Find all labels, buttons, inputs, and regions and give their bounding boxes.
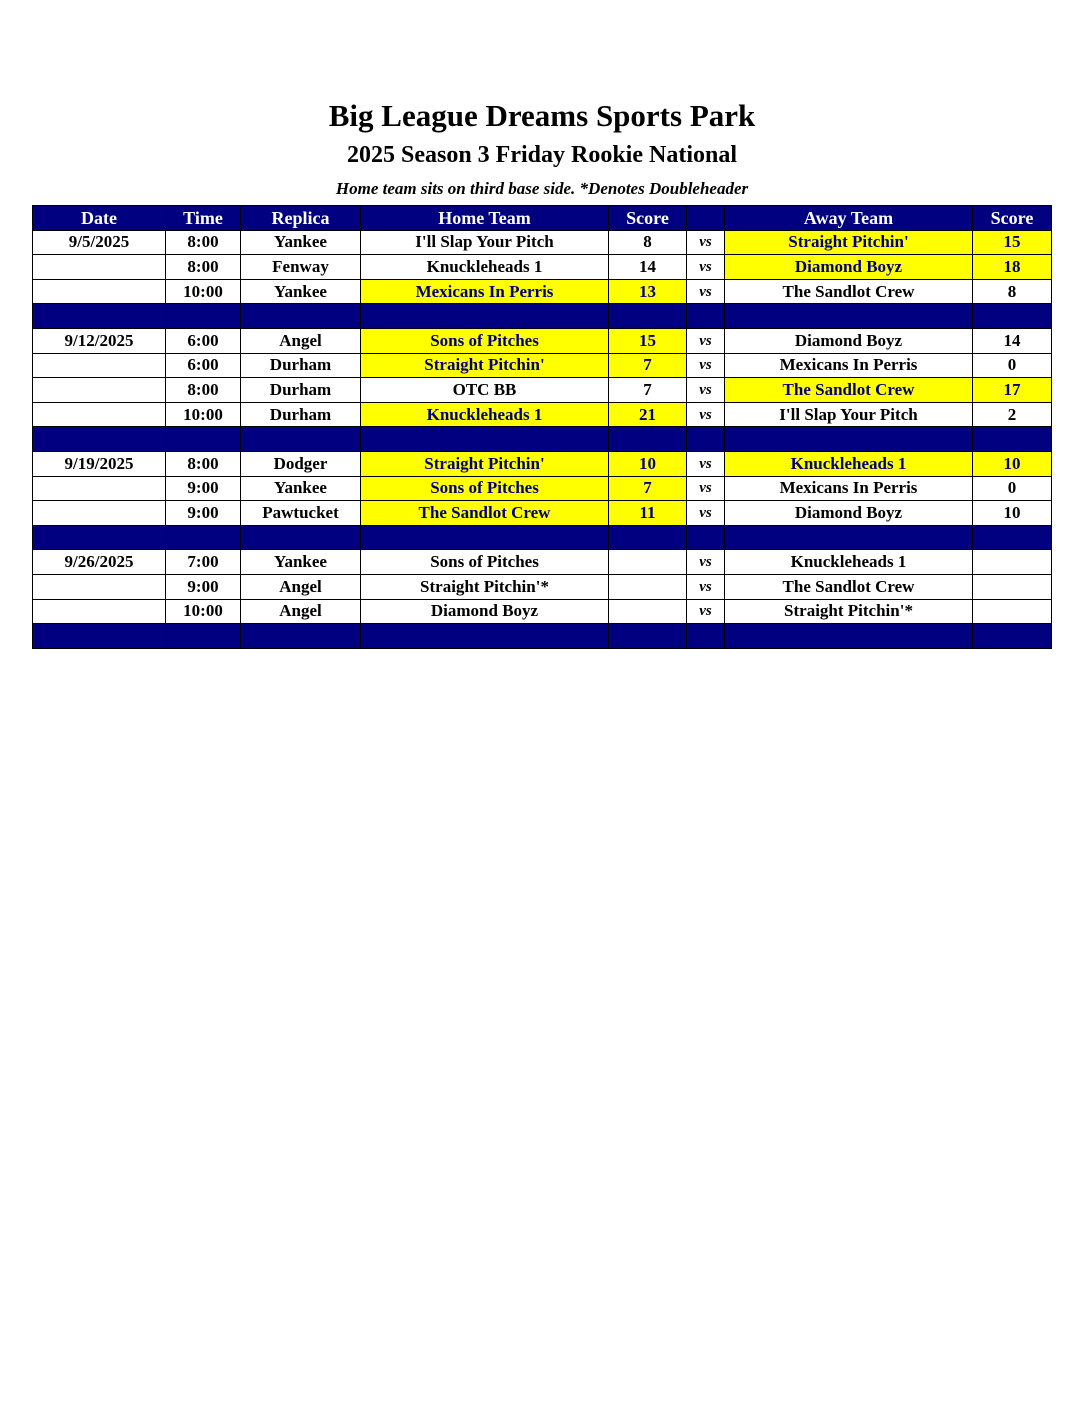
vs-cell: vs (687, 476, 725, 501)
home-team-cell: Straight Pitchin' (361, 353, 609, 378)
separator-cell (166, 525, 241, 550)
away-score-cell: 10 (973, 451, 1052, 476)
home-score-cell (609, 550, 687, 575)
away-score-cell: 10 (973, 501, 1052, 526)
vs-cell: vs (687, 378, 725, 403)
home-score-cell: 15 (609, 328, 687, 353)
header-vs (687, 206, 725, 231)
vs-cell: vs (687, 574, 725, 599)
away-team-cell: Straight Pitchin' (725, 230, 973, 255)
time-cell: 10:00 (166, 279, 241, 304)
vs-cell: vs (687, 599, 725, 624)
separator-cell (973, 525, 1052, 550)
away-score-cell (973, 599, 1052, 624)
separator-cell (609, 427, 687, 452)
table-row (33, 378, 1052, 403)
home-score-cell: 14 (609, 255, 687, 280)
replica-cell: Yankee (241, 230, 361, 255)
schedule-table (32, 205, 1052, 649)
header-replica: Replica (241, 206, 361, 231)
away-team-cell: I'll Slap Your Pitch (725, 402, 973, 427)
separator-cell (33, 304, 166, 329)
home-team-cell: Knuckleheads 1 (361, 255, 609, 280)
header-time: Time (166, 206, 241, 231)
away-score-cell: 18 (973, 255, 1052, 280)
date-cell: 9/5/2025 (33, 230, 166, 255)
date-cell (33, 402, 166, 427)
separator-cell (241, 304, 361, 329)
separator-cell (166, 304, 241, 329)
home-team-cell: Straight Pitchin' (361, 451, 609, 476)
vs-cell: vs (687, 353, 725, 378)
home-score-cell: 11 (609, 501, 687, 526)
separator-cell (687, 427, 725, 452)
table-row (33, 574, 1052, 599)
separator-row (33, 304, 1052, 329)
separator-cell (241, 427, 361, 452)
vs-cell: vs (687, 550, 725, 575)
away-team-cell: Mexicans In Perris (725, 476, 973, 501)
vs-cell: vs (687, 451, 725, 476)
away-score-cell: 15 (973, 230, 1052, 255)
schedule-body (33, 230, 1052, 648)
separator-cell (166, 624, 241, 649)
table-row (33, 255, 1052, 280)
away-score-cell: 8 (973, 279, 1052, 304)
table-header-row (33, 206, 1052, 231)
separator-cell (361, 427, 609, 452)
home-team-cell: Sons of Pitches (361, 550, 609, 575)
table-row (33, 328, 1052, 353)
away-team-cell: Diamond Boyz (725, 328, 973, 353)
date-cell (33, 255, 166, 280)
replica-cell: Angel (241, 574, 361, 599)
time-cell: 6:00 (166, 353, 241, 378)
time-cell: 10:00 (166, 402, 241, 427)
separator-row (33, 525, 1052, 550)
home-score-cell: 7 (609, 476, 687, 501)
date-cell (33, 501, 166, 526)
home-score-cell: 21 (609, 402, 687, 427)
date-cell (33, 476, 166, 501)
separator-cell (973, 304, 1052, 329)
time-cell: 8:00 (166, 378, 241, 403)
separator-cell (725, 304, 973, 329)
separator-cell (973, 427, 1052, 452)
home-score-cell: 8 (609, 230, 687, 255)
replica-cell: Yankee (241, 550, 361, 575)
header-date: Date (33, 206, 166, 231)
away-score-cell: 14 (973, 328, 1052, 353)
table-row (33, 599, 1052, 624)
schedule-note: Home team sits on third base side. *Denotes Doubleheader (335, 179, 749, 198)
page-subtitle: 2025 Season 3 Friday Rookie National (346, 142, 738, 168)
separator-cell (241, 525, 361, 550)
away-team-cell: Knuckleheads 1 (725, 451, 973, 476)
header-home-score: Score (609, 206, 687, 231)
home-score-cell: 7 (609, 378, 687, 403)
away-team-cell: Knuckleheads 1 (725, 550, 973, 575)
replica-cell: Durham (241, 402, 361, 427)
replica-cell: Yankee (241, 476, 361, 501)
table-row (33, 402, 1052, 427)
separator-row (33, 427, 1052, 452)
vs-cell: vs (687, 501, 725, 526)
replica-cell: Fenway (241, 255, 361, 280)
home-team-cell: Straight Pitchin'* (361, 574, 609, 599)
header-away-team: Away Team (725, 206, 973, 231)
replica-cell: Angel (241, 328, 361, 353)
away-team-cell: The Sandlot Crew (725, 279, 973, 304)
home-team-cell: I'll Slap Your Pitch (361, 230, 609, 255)
date-cell (33, 574, 166, 599)
away-team-cell: Diamond Boyz (725, 255, 973, 280)
home-team-cell: The Sandlot Crew (361, 501, 609, 526)
home-score-cell: 10 (609, 451, 687, 476)
date-cell (33, 599, 166, 624)
separator-cell (241, 624, 361, 649)
vs-cell: vs (687, 230, 725, 255)
separator-cell (361, 525, 609, 550)
table-row (33, 353, 1052, 378)
page-title: Big League Dreams Sports Park (328, 98, 756, 133)
home-team-cell: Sons of Pitches (361, 476, 609, 501)
home-score-cell (609, 574, 687, 599)
separator-cell (725, 624, 973, 649)
separator-cell (609, 304, 687, 329)
home-score-cell: 13 (609, 279, 687, 304)
table-row (33, 476, 1052, 501)
separator-cell (687, 525, 725, 550)
home-team-cell: OTC BB (361, 378, 609, 403)
separator-cell (33, 624, 166, 649)
away-team-cell: The Sandlot Crew (725, 574, 973, 599)
date-cell (33, 279, 166, 304)
away-score-cell: 0 (973, 476, 1052, 501)
time-cell: 10:00 (166, 599, 241, 624)
date-cell: 9/26/2025 (33, 550, 166, 575)
table-row (33, 501, 1052, 526)
home-team-cell: Sons of Pitches (361, 328, 609, 353)
away-team-cell: Mexicans In Perris (725, 353, 973, 378)
time-cell: 8:00 (166, 451, 241, 476)
vs-cell: vs (687, 279, 725, 304)
time-cell: 9:00 (166, 476, 241, 501)
away-score-cell (973, 574, 1052, 599)
header-away-score: Score (973, 206, 1052, 231)
separator-cell (609, 624, 687, 649)
separator-row (33, 624, 1052, 649)
time-cell: 6:00 (166, 328, 241, 353)
away-team-cell: The Sandlot Crew (725, 378, 973, 403)
date-cell: 9/12/2025 (33, 328, 166, 353)
away-score-cell: 2 (973, 402, 1052, 427)
time-cell: 9:00 (166, 501, 241, 526)
away-score-cell: 0 (973, 353, 1052, 378)
separator-cell (725, 427, 973, 452)
away-score-cell (973, 550, 1052, 575)
replica-cell: Durham (241, 378, 361, 403)
home-team-cell: Knuckleheads 1 (361, 402, 609, 427)
header-home-team: Home Team (361, 206, 609, 231)
time-cell: 8:00 (166, 255, 241, 280)
separator-cell (33, 525, 166, 550)
away-score-cell: 17 (973, 378, 1052, 403)
time-cell: 8:00 (166, 230, 241, 255)
replica-cell: Angel (241, 599, 361, 624)
vs-cell: vs (687, 255, 725, 280)
replica-cell: Durham (241, 353, 361, 378)
table-row (33, 550, 1052, 575)
separator-cell (33, 427, 166, 452)
home-team-cell: Diamond Boyz (361, 599, 609, 624)
separator-cell (361, 624, 609, 649)
time-cell: 7:00 (166, 550, 241, 575)
separator-cell (166, 427, 241, 452)
table-row (33, 279, 1052, 304)
separator-cell (687, 624, 725, 649)
separator-cell (973, 624, 1052, 649)
replica-cell: Pawtucket (241, 501, 361, 526)
home-team-cell: Mexicans In Perris (361, 279, 609, 304)
vs-cell: vs (687, 402, 725, 427)
date-cell (33, 353, 166, 378)
separator-cell (725, 525, 973, 550)
away-team-cell: Straight Pitchin'* (725, 599, 973, 624)
away-team-cell: Diamond Boyz (725, 501, 973, 526)
home-score-cell (609, 599, 687, 624)
date-cell: 9/19/2025 (33, 451, 166, 476)
date-cell (33, 378, 166, 403)
vs-cell: vs (687, 328, 725, 353)
replica-cell: Yankee (241, 279, 361, 304)
table-row (33, 230, 1052, 255)
table-row (33, 451, 1052, 476)
time-cell: 9:00 (166, 574, 241, 599)
separator-cell (361, 304, 609, 329)
separator-cell (609, 525, 687, 550)
replica-cell: Dodger (241, 451, 361, 476)
separator-cell (687, 304, 725, 329)
home-score-cell: 7 (609, 353, 687, 378)
